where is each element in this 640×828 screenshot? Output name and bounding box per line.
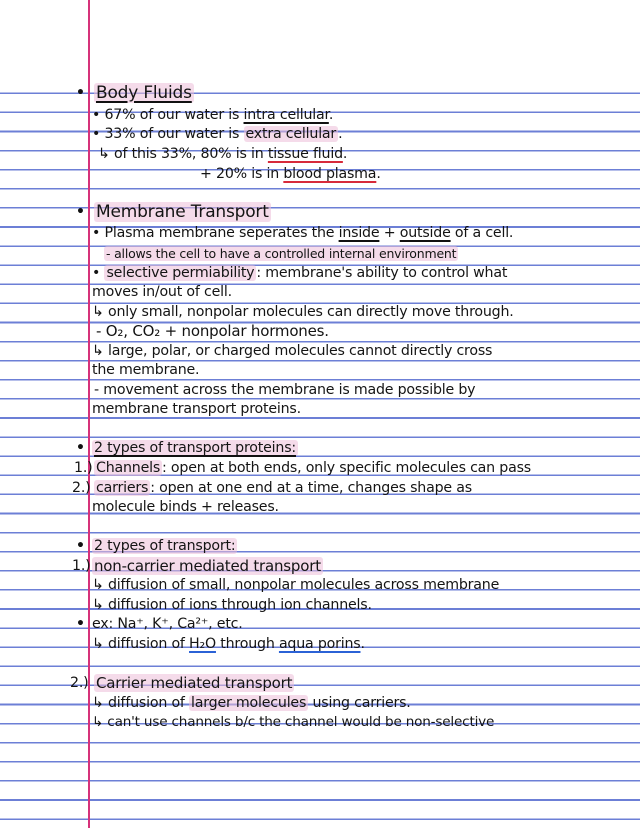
text: + 20% is in — [200, 166, 284, 182]
note-line: membrane transport proteins. — [92, 401, 301, 417]
bullet-dot: • — [92, 225, 105, 241]
note-line: ↳ large, polar, or charged molecules cannot directly cross — [92, 343, 493, 359]
note-line — [94, 459, 531, 478]
bullet-dot: • — [76, 440, 85, 456]
note-line: - movement across the membrane is made possible by — [94, 382, 476, 398]
text: using carriers. — [308, 695, 411, 711]
highlighted-term: Channels — [96, 460, 161, 476]
underlined-term: aqua porins — [278, 636, 361, 652]
bullet-dot: • — [92, 265, 105, 281]
bullet-dot: • — [76, 538, 85, 554]
note-line — [92, 557, 323, 576]
note-line: molecule binds + releases. — [92, 499, 279, 515]
list-number: 1.) — [72, 558, 91, 574]
highlighted-term: larger molecules — [191, 695, 307, 711]
underlined-term: intra cellular — [243, 107, 329, 123]
text: Plasma membrane seperates the — [104, 225, 339, 241]
bullet-dot: • — [76, 204, 85, 220]
text: . — [328, 107, 334, 123]
note-line — [98, 145, 347, 164]
title-text: 2 types of transport proteins: — [94, 440, 296, 456]
note-line — [92, 635, 365, 654]
note-line — [92, 106, 333, 125]
bullet-dot: • — [76, 85, 85, 101]
section-title-membrane-transport — [94, 203, 271, 222]
note-line — [94, 479, 472, 498]
note-line: ex: Na⁺, K⁺, Ca²⁺, etc. — [92, 616, 243, 632]
text: . — [342, 146, 348, 162]
note-line: ↳ diffusion of ions through ion channels. — [92, 597, 372, 613]
highlighted-heading: non-carrier mediated transport — [94, 557, 321, 575]
note-line: ↳ diffusion of small, nonpolar molecules across membrane — [92, 577, 500, 593]
text: : membrane's ability to control what — [256, 265, 508, 281]
list-number: 1.) — [74, 460, 93, 476]
highlighted-text: - allows the cell to have a controlled internal environment — [106, 246, 457, 261]
underlined-term: blood plasma — [283, 166, 377, 182]
note-line — [94, 674, 294, 693]
highlighted-heading: Carrier mediated transport — [96, 674, 293, 692]
text: ↳ of this 33%, 80% is in — [98, 146, 268, 162]
text: of a cell. — [450, 225, 514, 241]
text: through — [215, 636, 279, 652]
note-line: ↳ only small, nonpolar molecules can directly move through. — [92, 304, 514, 320]
text: + — [379, 225, 400, 241]
title-text: 2 types of transport: — [94, 538, 236, 554]
section-title-types-of-transport — [92, 537, 237, 556]
highlighted-term: selective permiability — [106, 265, 255, 281]
note-line: moves in/out of cell. — [92, 284, 232, 300]
text: ↳ diffusion of — [92, 636, 190, 652]
list-number: 2.) — [70, 675, 89, 691]
section-title-body-fluids — [94, 84, 194, 103]
text: 67% of our water is — [104, 107, 244, 123]
underlined-term: outside — [399, 225, 451, 241]
note-line — [200, 165, 381, 184]
note-line — [92, 125, 342, 144]
text: ↳ diffusion of — [92, 695, 190, 711]
underlined-term: inside — [338, 225, 380, 241]
text: . — [338, 126, 343, 142]
note-line: ↳ can't use channels b/c the channel would be non-selective — [92, 714, 495, 730]
paper-header-space — [0, 0, 640, 75]
note-line — [92, 264, 507, 283]
note-line: - O₂, CO₂ + nonpolar hormones. — [96, 322, 329, 340]
highlighted-term: extra cellular — [245, 126, 337, 142]
margin-line — [88, 0, 90, 828]
highlighted-term: carriers — [96, 480, 149, 496]
text: . — [376, 166, 381, 182]
underlined-term: H₂O — [189, 636, 216, 652]
note-line: the membrane. — [92, 362, 200, 378]
list-number: 2.) — [72, 480, 91, 496]
note-line — [92, 694, 411, 713]
bullet-dot: • — [92, 107, 105, 123]
title-text: Membrane Transport — [96, 202, 269, 222]
text: : open at one end at a time, changes shape as — [150, 480, 472, 496]
text: : open at both ends, only specific molecules can pass — [162, 460, 531, 476]
title-text: Body Fluids — [96, 83, 192, 103]
section-title-transport-proteins — [92, 439, 298, 458]
bullet-dot: • — [76, 616, 85, 632]
text: 33% of our water is — [104, 126, 244, 142]
bullet-dot: • — [92, 126, 105, 142]
note-line — [104, 244, 458, 263]
note-line — [92, 224, 513, 243]
text: . — [360, 636, 365, 652]
underlined-term: tissue fluid — [267, 146, 343, 162]
